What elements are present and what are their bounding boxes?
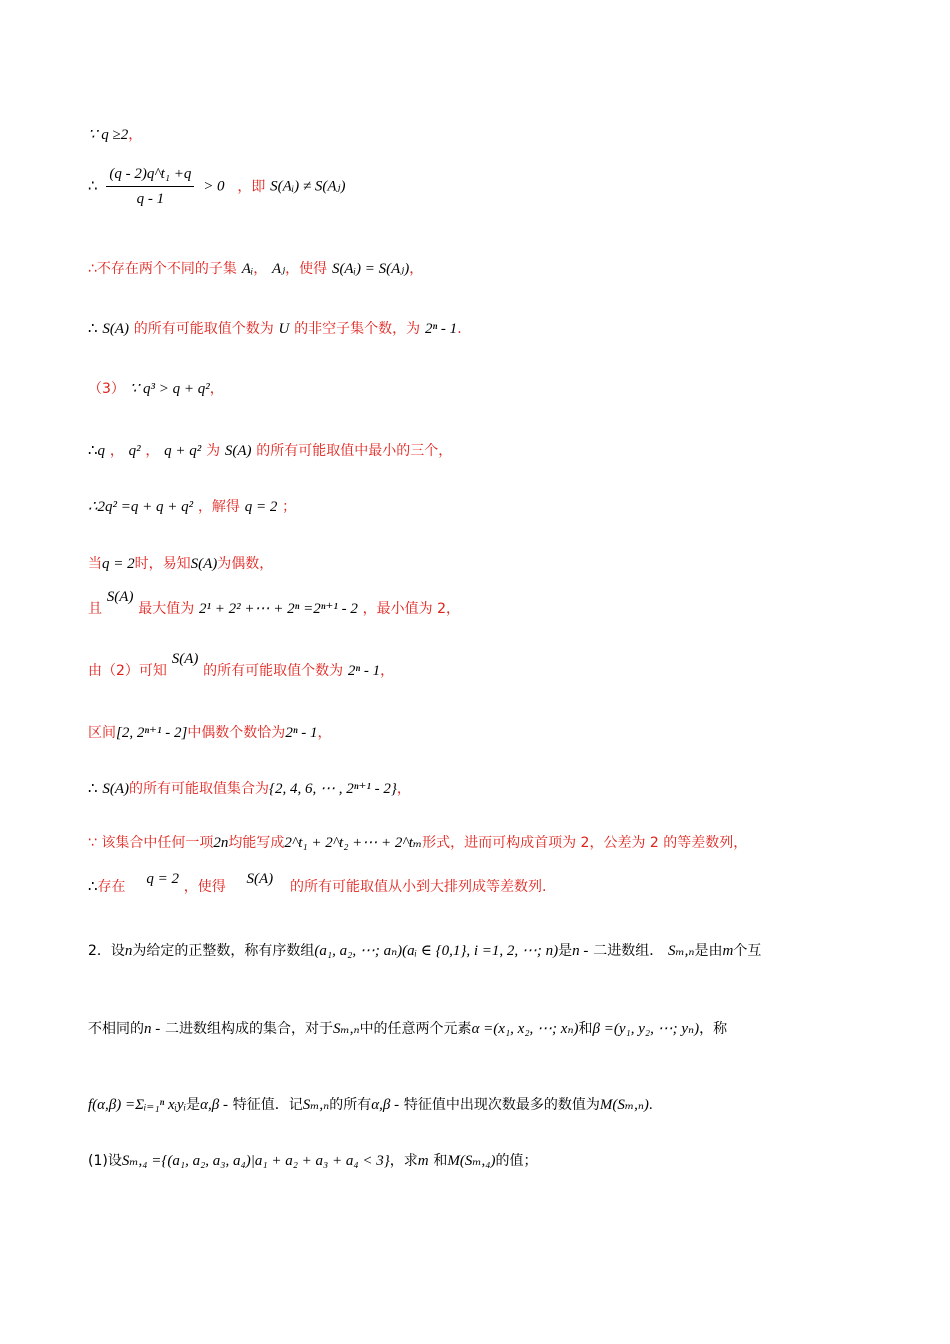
line-q-ge-2: ∵ q ≥2，: [88, 127, 143, 143]
line-smallest-three: ∴q ， q² ， q + q² 为 S(A) 的所有可能取值中最小的三个，: [88, 443, 453, 459]
fraction-numerator: (q - 2)q^t₁ +q: [106, 164, 194, 187]
line-no-two-subsets: ∴不存在两个不同的子集 Aᵢ， Aⱼ，使得 S(Aᵢ) = S(Aⱼ)，: [88, 261, 424, 277]
line-interval: 区间[2, 2ⁿ⁺¹ - 2]中偶数个数恰为2ⁿ - 1，: [88, 725, 332, 741]
problem-2-line-2: 不相同的n - 二进数组构成的集合，对于Sₘ,ₙ中的任意两个元素α =(x₁, x₂, ⋯; xₙ)和β =(y₁, y₂, ⋯; yₙ)，称: [88, 1021, 728, 1037]
math-s-ai-ne-s-aj: S(Aᵢ) ≠ S(Aⱼ): [270, 178, 346, 195]
line-even-number: 当q = 2时，易知S(A)为偶数，: [88, 556, 274, 572]
line-fraction-inequality: ∴ $\frac{\text{(q - 2)q\textasciicircum{}t₁ +q}}{q - 1}$ > 0 ，即 S(Aᵢ) ≠ S(Aⱼ): [88, 166, 346, 207]
line-solve-q: ∴2q² =q + q + q² ，解得 q = 2 ；: [88, 499, 297, 515]
line-arithmetic-sequence: ∵ 该集合中任何一项2n均能写成2^t₁ + 2^t₂ +⋯ + 2^tₘ形式，进而可构成首项为 2，公差为 2 的等差数列，: [88, 835, 748, 851]
fraction-denominator: q - 1: [136, 191, 165, 207]
line-part-3: （3） ∵ q³ > q + q²，: [88, 381, 224, 397]
problem-2-line-1: 2．设n为给定的正整数，称有序数组(a₁, a₂, ⋯; aₙ)(aᵢ ∈ {0,1}, i =1, 2, ⋯; n)是n - 二进数组． Sₘ,ₙ是由m个互: [88, 943, 762, 959]
line-max-min: 且 S(A) 最大值为 2¹ + 2² +⋯ + 2ⁿ =2ⁿ⁺¹ - 2 ，最小值为 2，: [88, 589, 460, 617]
problem-2-part-1: (1)设Sₘ,₄ ={(a₁, a₂, a₃, a₄)|a₁ + a₂ + a₃ + a₄ < 3}，求m 和M(Sₘ,₄)的值；: [88, 1153, 538, 1169]
fraction: [106, 164, 194, 209]
line-from-part-2: 由（2）可知 S(A) 的所有可能取值个数为 2ⁿ - 1，: [88, 651, 395, 679]
problem-2-line-3: f(α,β) =Σᵢ₌₁ⁿ xᵢyᵢ是α,β - 特征值．记Sₘ,ₙ的所有α,β - 特征值中出现次数最多的数值为M(Sₘ,ₙ).: [88, 1097, 653, 1113]
line-value-set: ∴ S(A)的所有可能取值集合为{2, 4, 6, ⋯ , 2ⁿ⁺¹ - 2}，: [88, 781, 411, 797]
math-q-ge-2: ∵ q ≥2: [88, 127, 129, 143]
line-count-values: ∴ S(A) 的所有可能取值个数为 U 的非空子集个数，为 2ⁿ - 1.: [88, 321, 462, 337]
line-conclusion: ∴存在 q = 2 ，使得 S(A) 的所有可能取值从小到大排列成等差数列.: [88, 871, 547, 895]
